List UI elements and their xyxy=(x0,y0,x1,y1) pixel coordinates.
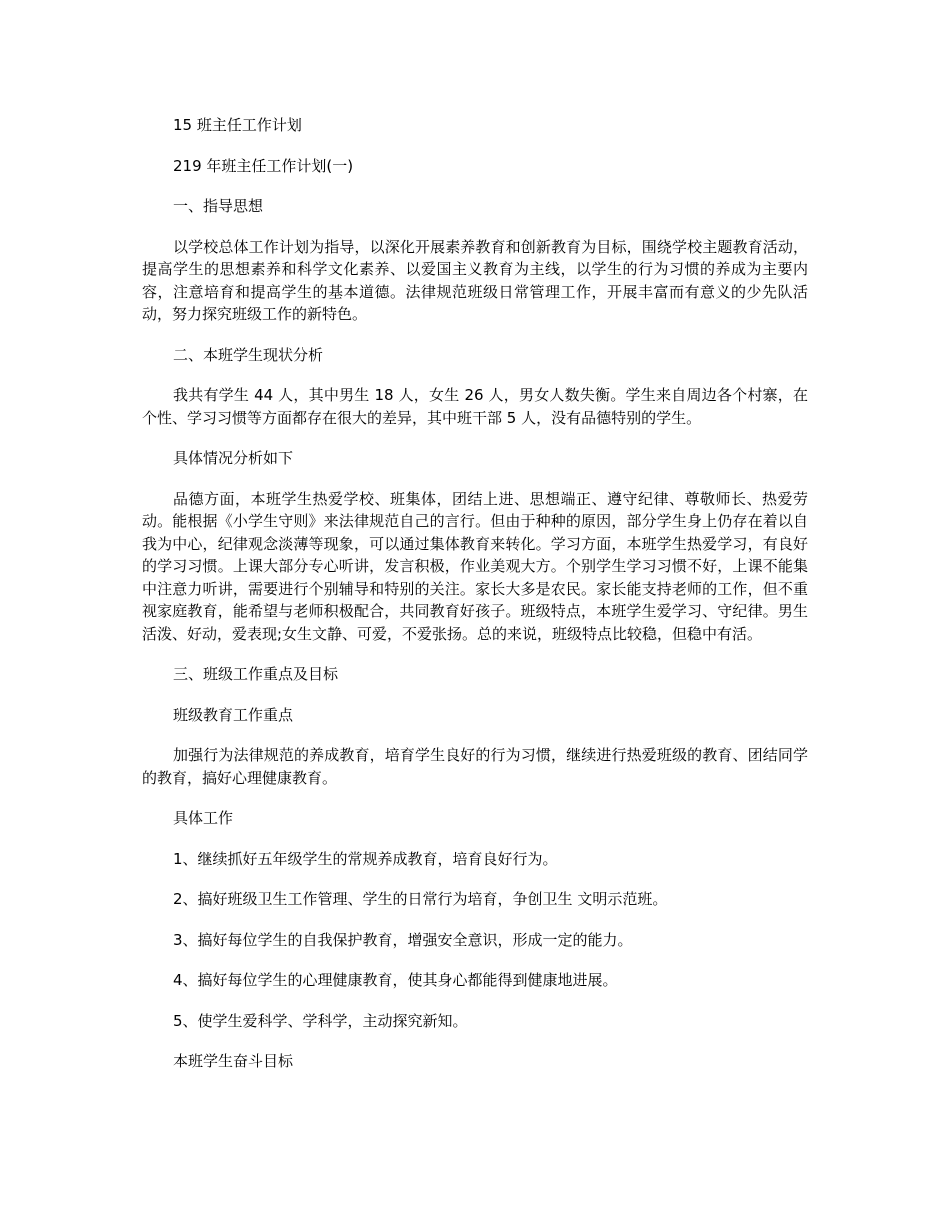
section-body-detail-analysis: 品德方面，本班学生热爱学校、班集体，团结上进、思想端正、遵守纪律、尊敬师长、热爱劳动。能根据《小学生守则》来法律规范自己的言行。但由于种种的原因，部分学生身上仍存在着以自我为中心，纪律观念淡薄等现象，可以通过集体教育来转化。学习方面，本班学生热爱学习，有良好的学习习惯。上课大部分专心听讲，发言积极，作业美观大方。个别学生学习习惯不好，上课不能集中注意力听讲，需要进行个别辅导和特别的关注。家长大多是农民。家长能支持老师的工作，但不重视家庭教育，能希望与老师积极配合，共同教育好孩子。班级特点，本班学生爱学习、守纪律。男生活泼、好动，爱表现;女生文静、可爱，不爱张扬。总的来说，班级特点比较稳，但稳中有活。 xyxy=(142,489,808,643)
section-body-education-focus: 加强行为法律规范的养成教育，培育学生良好的行为习惯，继续进行热爱班级的教育、团结同学的教育，搞好心理健康教育。 xyxy=(142,746,808,787)
section-subheading-specific-work: 具体工作 xyxy=(173,809,234,827)
section-heading-guiding-thought: 一、指导思想 xyxy=(173,197,264,215)
document-page xyxy=(142,114,808,1091)
list-item: 5、使学生爱科学、学科学，主动探究新知。 xyxy=(173,1011,468,1030)
list-item: 3、搞好每位学生的自我保护教育，增强安全意识，形成一定的能力。 xyxy=(173,930,633,949)
list-item: 2、搞好班级卫生工作管理、学生的日常行为培育，争创卫生 文明示范班。 xyxy=(173,890,668,908)
section-subheading-education-focus: 班级教育工作重点 xyxy=(173,705,294,724)
list-item: 4、搞好每位学生的心理健康教育，使其身心都能得到健康地进展。 xyxy=(173,971,618,989)
section-body-class-analysis: 我共有学生 44 人，其中男生 18 人，女生 26 人，男女人数失衡。学生来自周边各个村寨，在个性、学习习惯等方面都存在很大的差异，其中班干部 5 人，没有品德特别的学生。 xyxy=(142,386,808,427)
document-subtitle: 219 年班主任工作计划(一) xyxy=(173,156,354,175)
section-subheading-student-goals: 本班学生奋斗目标 xyxy=(173,1052,294,1070)
document-title: 15 班主任工作计划 xyxy=(173,116,302,134)
section-heading-class-analysis: 二、本班学生现状分析 xyxy=(173,345,324,364)
section-heading-work-focus: 三、班级工作重点及目标 xyxy=(173,665,339,683)
section-subheading-detail-analysis: 具体情况分析如下 xyxy=(173,449,294,467)
list-item: 1、继续抓好五年级学生的常规养成教育，培育良好行为。 xyxy=(173,849,558,868)
section-body-guiding-thought: 以学校总体工作计划为指导，以深化开展素养教育和创新教育为目标，围绕学校主题教育活动，提高学生的思想素养和科学文化素养、以爱国主义教育为主线，以学生的行为习惯的养成为主要内容，注意培育和提高学生的基本道德。法律规范班级日常管理工作，开展丰富而有意义的少先队活动，努力探究班级工作的新特色。 xyxy=(142,237,808,323)
